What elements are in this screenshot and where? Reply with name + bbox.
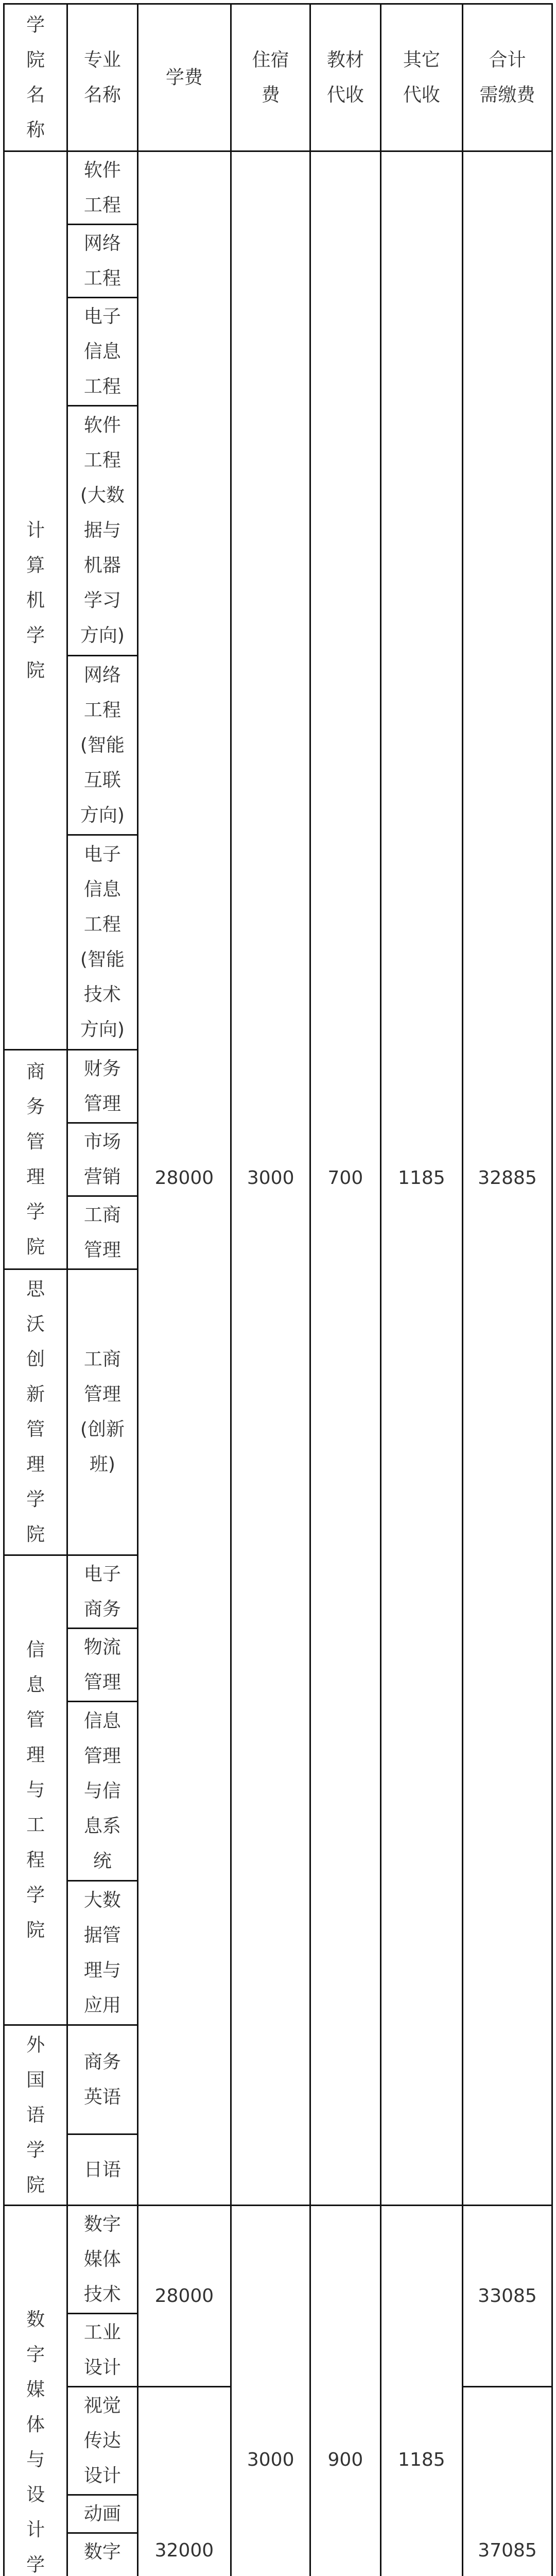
group2-tuition-b: 32000: [137, 2387, 231, 2576]
fee-table: [3, 3, 553, 2576]
major-info-systems: 信息 管理 与信 息系 统: [67, 1702, 137, 1881]
college-sivo: 思 沃 创 新 管 理 学 院: [4, 1269, 67, 1555]
header-book: 教材 代收: [310, 4, 380, 151]
major-logistics: 物流 管理: [67, 1629, 137, 1702]
major-digital-media-tech: 数字 媒体 技术: [67, 2206, 137, 2314]
major-digital-media-art: 数字: [67, 2533, 137, 2576]
header-room: 住宿 费: [231, 4, 310, 151]
group1-book: 700: [310, 151, 380, 2206]
group2-tuition-a: 28000: [137, 2206, 231, 2387]
major-network-smart: 网络 工程 (智能 互联 方向): [67, 656, 137, 835]
major-finance: 财务 管理: [67, 1050, 137, 1123]
group1-tuition: 28000: [137, 151, 231, 2206]
major-electronic-smart: 电子 信息 工程 (智能 技术 方向): [67, 835, 137, 1050]
major-business-english: 商务 英语: [67, 2025, 137, 2134]
major-animation: 动画: [67, 2495, 137, 2533]
header-other: 其它 代收: [380, 4, 463, 151]
group1-room: 3000: [231, 151, 310, 2206]
major-ecommerce: 电子 商务: [67, 1555, 137, 1629]
header-total: 合计 需缴费: [463, 4, 552, 151]
college-computer: 计 算 机 学 院: [4, 151, 67, 1050]
header-college: 学 院 名 称: [4, 4, 67, 151]
group1-total: 32885: [463, 151, 552, 2206]
group2-other: 1185: [380, 2206, 463, 2576]
college-info: 信 息 管 理 与 工 程 学 院: [4, 1555, 67, 2025]
major-electronic: 电子 信息 工程: [67, 298, 137, 406]
table-row: [4, 151, 552, 225]
major-business-admin: 工商 管理: [67, 1196, 137, 1269]
major-software: 软件 工程: [67, 151, 137, 225]
major-industrial-design: 工业 设计: [67, 2314, 137, 2387]
major-japanese: 日语: [67, 2134, 137, 2206]
group2-total-b: 37085: [463, 2387, 552, 2576]
major-bigdata-mgmt: 大数 据管 理与 应用: [67, 1881, 137, 2025]
group1-other: 1185: [380, 151, 463, 2206]
college-digital: 数 字 媒 体 与 设 计 学: [4, 2206, 67, 2576]
table-row: [4, 2206, 552, 2314]
header-row: [4, 4, 552, 151]
header-major: 专业 名称: [67, 4, 137, 151]
college-foreign: 外 国 语 学 院: [4, 2025, 67, 2206]
major-business-innovation: 工商 管理 (创新 班): [67, 1269, 137, 1555]
college-business: 商 务 管 理 学 院: [4, 1050, 67, 1269]
header-tuition: 学费: [137, 4, 231, 151]
major-visual-design: 视觉 传达 设计: [67, 2387, 137, 2495]
group2-book: 900: [310, 2206, 380, 2576]
group2-total-a: 33085: [463, 2206, 552, 2387]
group2-room: 3000: [231, 2206, 310, 2576]
major-software-bigdata: 软件 工程 (大数 据与 机器 学习 方向): [67, 406, 137, 656]
major-network: 网络 工程: [67, 225, 137, 298]
major-marketing: 市场 营销: [67, 1123, 137, 1196]
fee-table-container: [3, 3, 553, 2576]
